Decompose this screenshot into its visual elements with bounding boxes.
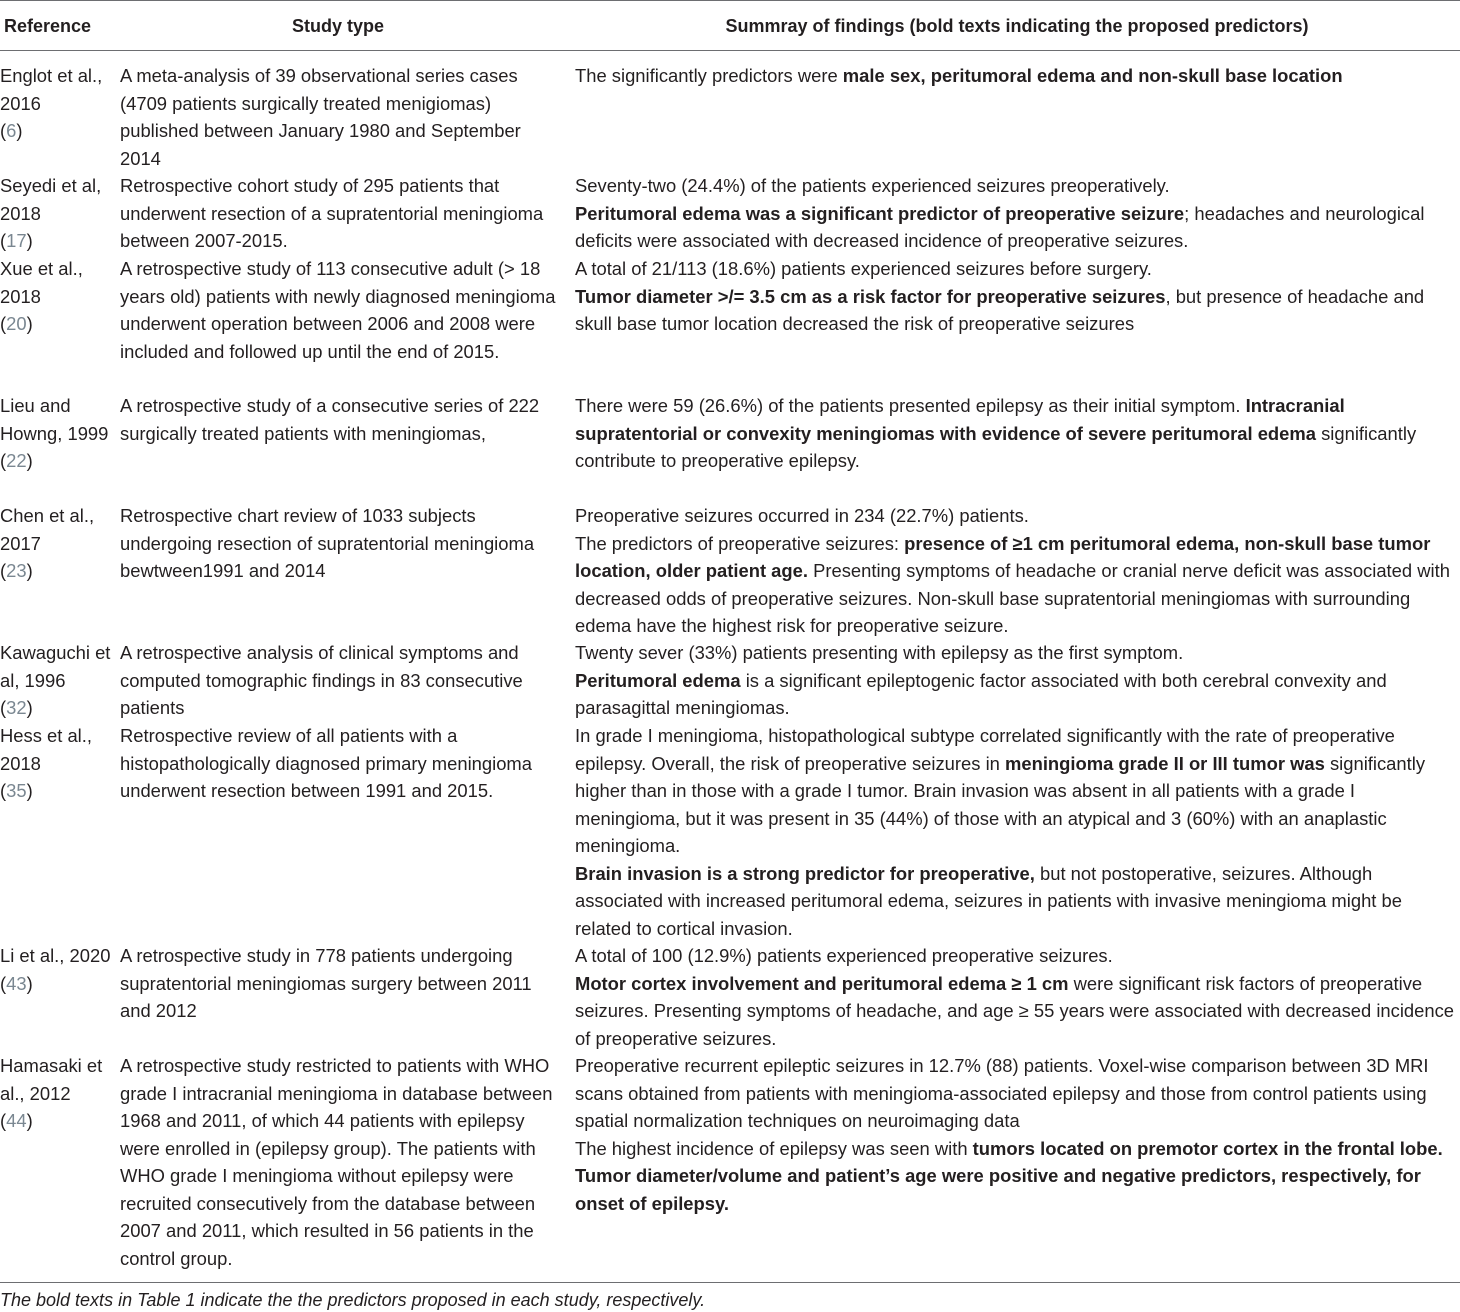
finding-text: is a significant epileptogenic factor associated with both cerebral convexity and parasagittal meningiomas. xyxy=(575,669,1387,718)
reference-text: Seyedi et al, 2018 xyxy=(0,175,102,224)
predictor-text: Peritumoral edema was a significant predictor of preoperative seizure xyxy=(575,202,1185,224)
predictor-text: Brain invasion is a strong predictor for preoperative, xyxy=(575,862,1035,884)
findings-paragraph xyxy=(575,1135,1460,1218)
finding-text: A total of 100 (12.9%) patients experienced preoperative seizures. xyxy=(575,945,1113,966)
finding-text: Twenty sever (33%) patients presenting with epilepsy as the first symptom. xyxy=(575,642,1184,663)
reference-cell: Lieu and Howng, 1999 (22) xyxy=(0,395,109,471)
findings-cell xyxy=(575,942,1460,1052)
reference-text: Hess et al., 2018 xyxy=(0,725,92,774)
findings-cell xyxy=(575,172,1460,255)
findings-paragraph xyxy=(575,860,1460,943)
findings-cell xyxy=(575,639,1460,722)
findings-paragraph xyxy=(575,392,1460,475)
findings-cell xyxy=(575,392,1460,475)
findings-paragraph xyxy=(575,172,1460,200)
finding-text: Seventy-two (24.4%) of the patients experienced seizures preoperatively. xyxy=(575,175,1170,196)
findings-paragraph xyxy=(575,942,1460,970)
reference-text: Kawaguchi et al, 1996 xyxy=(0,642,111,691)
findings-cell xyxy=(575,502,1460,640)
findings-cell xyxy=(575,255,1460,338)
study-type-cell: A retrospective study in 778 patients undergoing supratentorial meningiomas surgery between 2011 and 2012 xyxy=(120,945,532,1021)
reference-cell: Kawaguchi et al, 1996 (32) xyxy=(0,642,111,718)
study-type-cell: A retrospective analysis of clinical symptoms and computed tomographic findings in 83 consecutive patients xyxy=(120,642,523,718)
reference-cell: Li et al., 2020 (43) xyxy=(0,945,111,994)
finding-text: In grade I meningioma, histopathological subtype correlated significantly with the rate of preoperative epilepsy. Overall, the risk of preoperative seizures in xyxy=(575,725,1395,774)
predictor-text: Intracranial supratentorial or convexity meningiomas with evidence of severe peritumoral edema xyxy=(575,395,1345,444)
predictor-text: tumors located on premotor cortex in the frontal lobe. Tumor diameter/volume and patient’s age were positive and negative predictors, respectively, for onset of epilepsy. xyxy=(575,1137,1443,1214)
predictor-text: meningioma grade II or III tumor was xyxy=(1005,752,1325,774)
reference-text: Hamasaki et al., 2012 xyxy=(0,1055,103,1104)
reference-cell: Xue et al., 2018 (20) xyxy=(0,258,83,334)
reference-text: Chen et al., 2017 xyxy=(0,505,95,554)
header-findings: Summray of findings (bold texts indicating the proposed predictors) xyxy=(725,16,1309,36)
findings-paragraph xyxy=(575,62,1460,90)
reference-cell: Englot et al., 2016 (6) xyxy=(0,65,103,141)
finding-text: but not postoperative, seizures. Although associated with increased peritumoral edema, seizures in patients with invasive meningioma might be related to cortical invasion. xyxy=(575,862,1402,939)
reference-cell: Chen et al., 2017 (23) xyxy=(0,505,95,581)
study-type-cell: A meta-analysis of 39 observational series cases (4709 patients surgically treated menigiomas) published between January 1980 and September 2014 xyxy=(120,65,521,169)
table-footnote: The bold texts in Table 1 indicate the the predictors proposed in each study, respectively. xyxy=(0,1290,706,1310)
reference-number-link[interactable]: 22 xyxy=(6,450,27,471)
finding-text: Presenting symptoms of headache or cranial nerve deficit was associated with decreased odds of preoperative seizures. Non-skull base supratentorial meningiomas with surrounding edema have the highest risk for preoperative seizure. xyxy=(575,560,1450,636)
study-type-cell: Retrospective review of all patients with a histopathologically diagnosed primary meningioma underwent resection between 1991 and 2015. xyxy=(120,725,532,801)
predictor-text: Peritumoral edema xyxy=(575,669,741,691)
findings-cell xyxy=(575,722,1460,942)
predictor-text: male sex, peritumoral edema and non-skull base location xyxy=(842,65,1343,86)
reference-number-link[interactable]: 32 xyxy=(6,697,27,718)
study-type-cell: A retrospective study restricted to patients with WHO grade I intracranial meningioma in database between 1968 and 2011, of which 44 patients with epilepsy were enrolled in (epilepsy group). The patients with WHO grade I meningioma without epilepsy were recruited consecutively from the database between 2007 and 2011, which resulted in 56 patients in the control group. xyxy=(120,1055,553,1269)
finding-text: A total of 21/113 (18.6%) patients experienced seizures before surgery. xyxy=(575,258,1152,279)
reference-cell: Seyedi et al, 2018 (17) xyxy=(0,175,102,251)
findings-paragraph xyxy=(575,255,1460,283)
study-type-cell: A retrospective study of 113 consecutive adult (> 18 years old) patients with newly diagnosed meningioma underwent operation between 2006 and 2008 were included and followed up until the end of 2015. xyxy=(120,258,556,362)
findings-cell xyxy=(575,62,1460,90)
reference-cell: Hamasaki et al., 2012 (44) xyxy=(0,1055,103,1131)
study-type-cell: A retrospective study of a consecutive series of 222 surgically treated patients with meningiomas, xyxy=(120,395,540,444)
header-rule xyxy=(0,50,1460,51)
reference-number-link[interactable]: 17 xyxy=(6,230,27,251)
finding-text: The significantly predictors were xyxy=(575,65,843,86)
finding-text: The highest incidence of epilepsy was seen with xyxy=(575,1137,973,1159)
reference-number-link[interactable]: 23 xyxy=(6,560,27,581)
findings-cell xyxy=(575,1052,1460,1217)
reference-number-link[interactable]: 44 xyxy=(6,1110,27,1131)
finding-text: ; headaches and neurological deficits were associated with decreased incidence of preoperative seizures. xyxy=(575,202,1425,251)
header-reference: Reference xyxy=(4,16,92,36)
predictor-text: Tumor diameter >/= 3.5 cm as a risk factor for preoperative seizures xyxy=(575,285,1166,307)
findings-paragraph xyxy=(575,1052,1460,1135)
reference-text: Lieu and Howng, 1999 xyxy=(0,395,109,444)
finding-text: Preoperative seizures occurred in 234 (22.7%) patients. xyxy=(575,505,1029,526)
reference-cell: Hess et al., 2018 (35) xyxy=(0,725,92,801)
findings-paragraph xyxy=(575,200,1460,255)
reference-number-link[interactable]: 35 xyxy=(6,780,27,801)
findings-paragraph xyxy=(575,722,1460,860)
study-type-cell: Retrospective chart review of 1033 subjects undergoing resection of supratentorial meningioma bewtween1991 and 2014 xyxy=(120,505,535,581)
finding-text: Preoperative recurrent epileptic seizures in 12.7% (88) patients. Voxel-wise comparison between 3D MRI scans obtained from patients with meningioma-associated epilepsy and those from control patients using spatial normalization techniques on neuroimaging data xyxy=(575,1055,1429,1131)
findings-paragraph xyxy=(575,970,1460,1053)
finding-text: The predictors of preoperative seizures: xyxy=(575,532,905,554)
reference-number-link[interactable]: 43 xyxy=(6,972,27,994)
reference-number-link[interactable]: 20 xyxy=(6,313,27,334)
table-top-rule xyxy=(0,0,1460,1)
reference-text: Li et al., 2020 xyxy=(0,945,111,966)
table-bottom-rule xyxy=(0,1282,1460,1283)
findings-paragraph xyxy=(575,502,1460,530)
header-study-type: Study type xyxy=(291,16,384,36)
finding-text: significantly higher than in those with a grade I tumor. Brain invasion was absent in all patients with a grade I meningioma, but it was present in 35 (44%) of those with an atypical and 3 (60%) with an anaplastic meningioma. xyxy=(575,752,1426,856)
finding-text: were significant risk factors of preoperative seizures. Presenting symptoms of headache, and age ≥ 55 years were associated with decreased incidence of preoperative seizures. xyxy=(575,972,1455,1049)
findings-paragraph xyxy=(575,667,1460,722)
study-type-cell: Retrospective cohort study of 295 patients that underwent resection of a supratentorial meningioma between 2007-2015. xyxy=(120,175,544,251)
finding-text: significantly contribute to preoperative epilepsy. xyxy=(575,422,1417,471)
findings-paragraph xyxy=(575,639,1460,667)
findings-paragraph xyxy=(575,530,1460,640)
reference-text: Xue et al., 2018 xyxy=(0,258,83,307)
finding-text: , but presence of headache and skull base tumor location decreased the risk of preoperative seizures xyxy=(575,285,1425,334)
reference-text: Englot et al., 2016 xyxy=(0,65,103,114)
reference-number-link[interactable]: 6 xyxy=(6,120,17,141)
findings-paragraph xyxy=(575,283,1460,338)
predictor-text: Motor cortex involvement and peritumoral edema ≥ 1 cm xyxy=(575,972,1069,994)
finding-text: There were 59 (26.6%) of the patients presented epilepsy as their initial symptom. xyxy=(575,395,1246,416)
predictor-text: presence of ≥1 cm peritumoral edema, non-skull base tumor location, older patient age. xyxy=(575,532,1431,581)
